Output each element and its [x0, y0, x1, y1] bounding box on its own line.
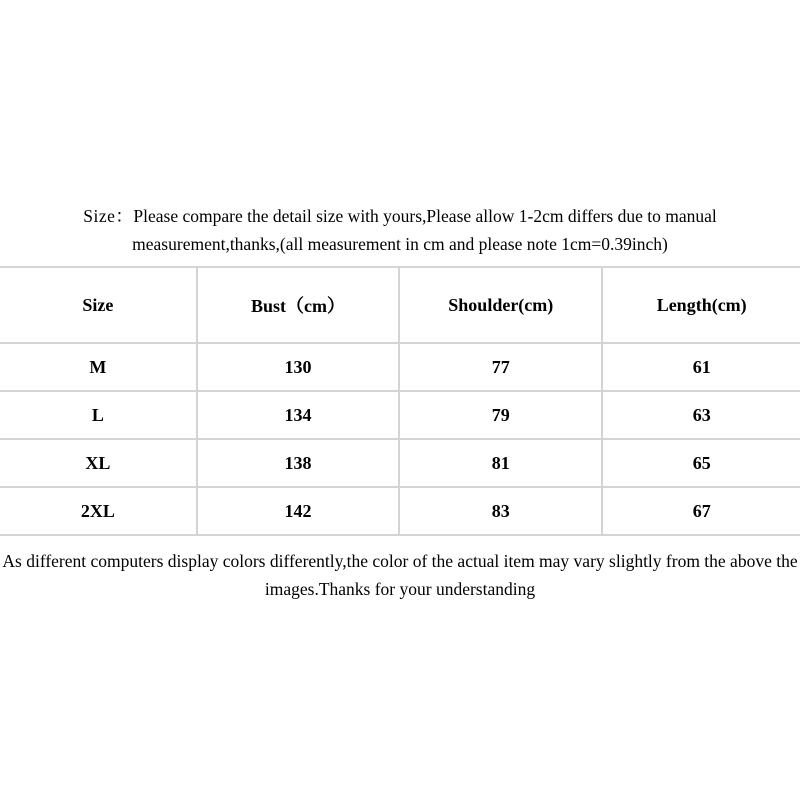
cell-length: 63	[602, 391, 800, 439]
cell-length: 61	[602, 343, 800, 391]
cell-shoulder: 83	[399, 487, 602, 535]
table-row	[0, 391, 800, 439]
size-label: Size：	[83, 206, 134, 226]
table-row	[0, 343, 800, 391]
cell-size: 2XL	[0, 487, 197, 535]
cell-shoulder: 77	[399, 343, 602, 391]
cell-length: 67	[602, 487, 800, 535]
cell-bust: 130	[197, 343, 399, 391]
header-size: Size	[0, 267, 197, 343]
header-shoulder: Shoulder(cm)	[399, 267, 602, 343]
cell-size: XL	[0, 439, 197, 487]
cell-bust: 138	[197, 439, 399, 487]
table-row	[0, 439, 800, 487]
cell-size: L	[0, 391, 197, 439]
header-length: Length(cm)	[602, 267, 800, 343]
cell-shoulder: 79	[399, 391, 602, 439]
table-header-row	[0, 267, 800, 343]
cell-bust: 134	[197, 391, 399, 439]
cell-size: M	[0, 343, 197, 391]
cell-bust: 142	[197, 487, 399, 535]
header-bust: Bust（cm）	[197, 267, 399, 343]
table-row	[0, 487, 800, 535]
size-table	[0, 266, 800, 536]
cell-shoulder: 81	[399, 439, 602, 487]
intro-paragraph	[65, 202, 735, 258]
cell-length: 65	[602, 439, 800, 487]
intro-text: Please compare the detail size with yours,Please allow 1-2cm differs due to manual measurement,thanks,(all measurement in cm and please note 1cm=0.39inch)	[132, 206, 717, 254]
disclaimer-paragraph: As different computers display colors differently,the color of the actual item may vary slightly from the above the images.Thanks for your understanding	[2, 551, 798, 599]
